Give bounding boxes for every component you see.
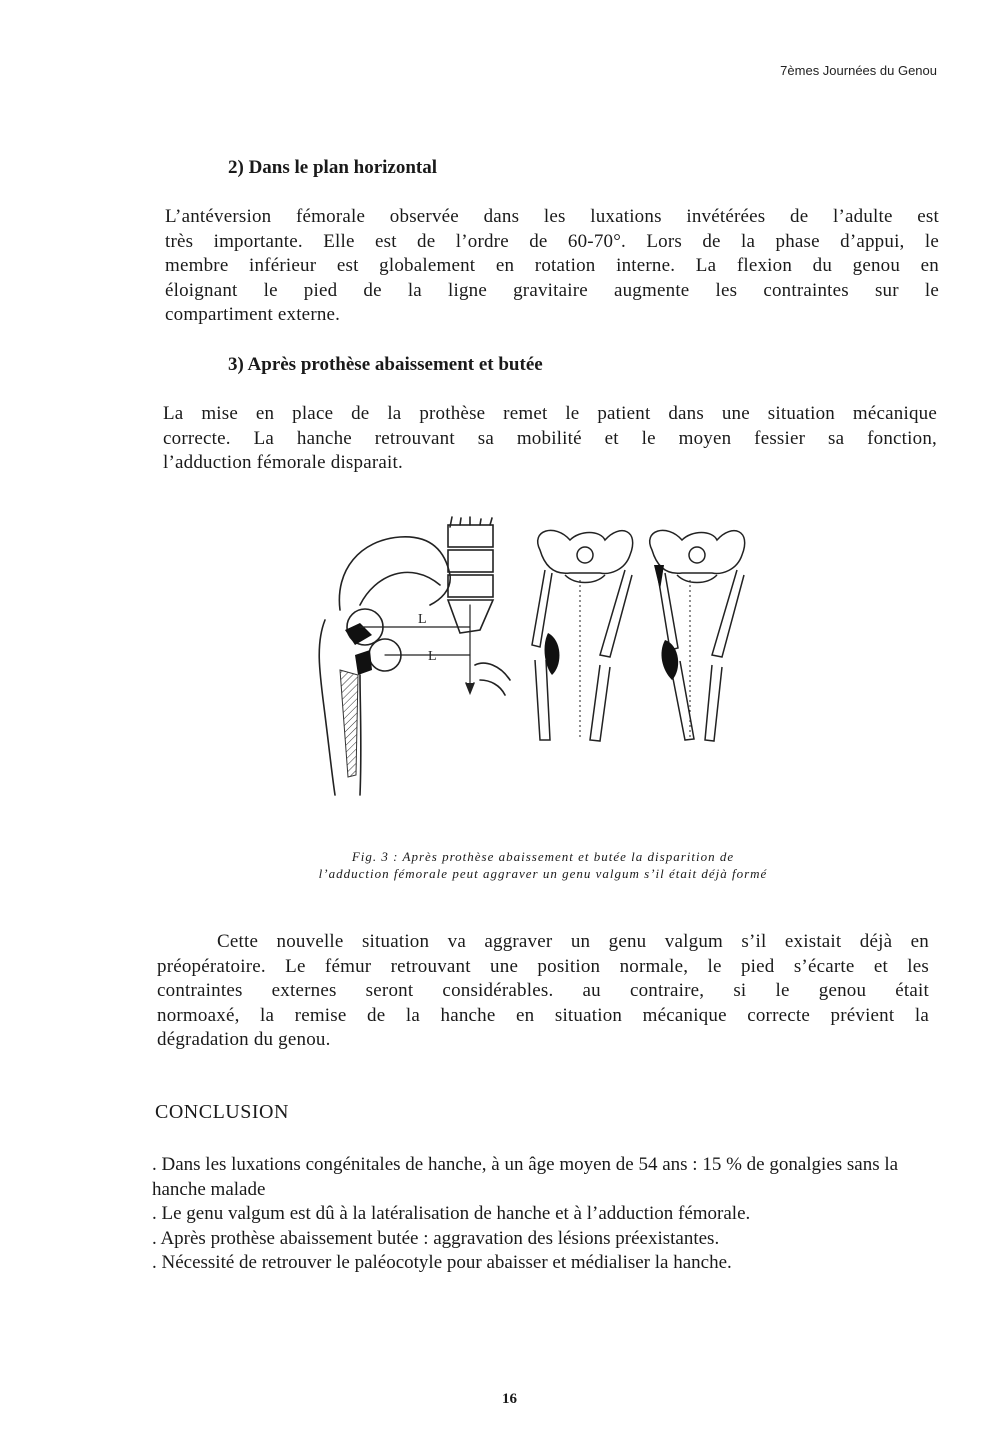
- femur-right-middle: [600, 570, 632, 657]
- text-line: compartiment externe.: [165, 304, 341, 325]
- gluteus-shadow-right: [661, 640, 678, 680]
- section-heading-horizontal-plane: 2) Dans le plan horizontal: [228, 157, 438, 178]
- text-line: membre inférieur est globalement en rotation interne. La flexion du genou en: [165, 255, 939, 276]
- tibia-right-right: [705, 665, 722, 741]
- text-line: préopératoire. Le fémur retrouvant une position normale, le pied s’écarte et les: [157, 955, 929, 977]
- femur-right-right: [712, 570, 744, 657]
- text-line: normoaxé, la remise de la hanche en situation mécanique correcte prévient la: [157, 1004, 929, 1026]
- section-heading-after-prosthesis: 3) Après prothèse abaissement et butée: [228, 354, 543, 375]
- femur-outline: [319, 620, 335, 795]
- text-line: L’antéversion fémorale observée dans les luxations invétérées de l’adulte est: [165, 206, 939, 227]
- paragraph-genu-valgum: [157, 930, 929, 1053]
- lever-label-l1: L: [418, 612, 427, 627]
- figure-caption: [248, 848, 838, 882]
- list-item: . Après prothèse abaissement butée : aggravation des lésions préexistantes.: [152, 1227, 720, 1249]
- text-line: éloignant le pied de la ligne gravitaire augmente les contraintes sur le: [165, 279, 939, 301]
- list-item: . Nécessité de retrouver le paléocotyle pour abaisser et médialiser la hanche.: [152, 1252, 732, 1273]
- iliac-wing: [339, 537, 450, 610]
- conclusion-list: [152, 1153, 932, 1276]
- text-line: dégradation du genou.: [157, 1029, 331, 1050]
- text-line: l’adduction fémorale disparait.: [163, 452, 403, 473]
- caption-line: l’adduction fémorale peut aggraver un genu valgum s’il était déjà formé: [318, 866, 768, 881]
- list-item: . Dans les luxations congénitales de hanche, à un âge moyen de 54 ans : 15 % de gonalgies sans la hanche malade: [152, 1154, 899, 1200]
- text-line: correcte. La hanche retrouvant sa mobilité et le moyen fessier sa fonction,: [163, 427, 937, 449]
- spine-vertebra: [448, 575, 493, 597]
- pelvis-inner-contour: [360, 572, 440, 605]
- text-line: très importante. Elle est de l’ordre de 60-70°. Lors de la phase d’appui, le: [165, 230, 939, 252]
- conclusion-heading: CONCLUSION: [155, 1101, 289, 1123]
- anatomical-figure: [300, 515, 750, 800]
- cup-shadow: [345, 623, 372, 645]
- pelvis-front-right: [650, 530, 745, 573]
- spine-vertebra: [448, 550, 493, 572]
- running-header: 7èmes Journées du Genou: [780, 63, 937, 78]
- page-number: 16: [502, 1391, 517, 1407]
- tibia-left-middle: [535, 660, 550, 740]
- text-line: Cette nouvelle situation va aggraver un genu valgum s’il existait déjà en: [217, 931, 929, 952]
- paragraph-anteversion: [165, 205, 939, 328]
- paragraph-prosthesis: [163, 402, 937, 476]
- text-line: La mise en place de la prothèse remet le patient dans une situation mécanique: [163, 403, 937, 424]
- text-line: contraintes externes seront considérables. au contraire, si le genou était: [157, 980, 929, 1001]
- caption-line: Fig. 3 : Après prothèse abaissement et butée la disparition de: [351, 849, 735, 864]
- pelvis-front-middle: [538, 530, 633, 573]
- tibia-right-middle: [590, 665, 610, 741]
- lever-label-l2: L: [428, 649, 437, 664]
- spine-vertebra: [448, 525, 493, 547]
- prosthesis-stem: [340, 670, 358, 777]
- list-item: . Le genu valgum est dû à la latéralisation de hanche et à l’adduction fémorale.: [152, 1203, 751, 1224]
